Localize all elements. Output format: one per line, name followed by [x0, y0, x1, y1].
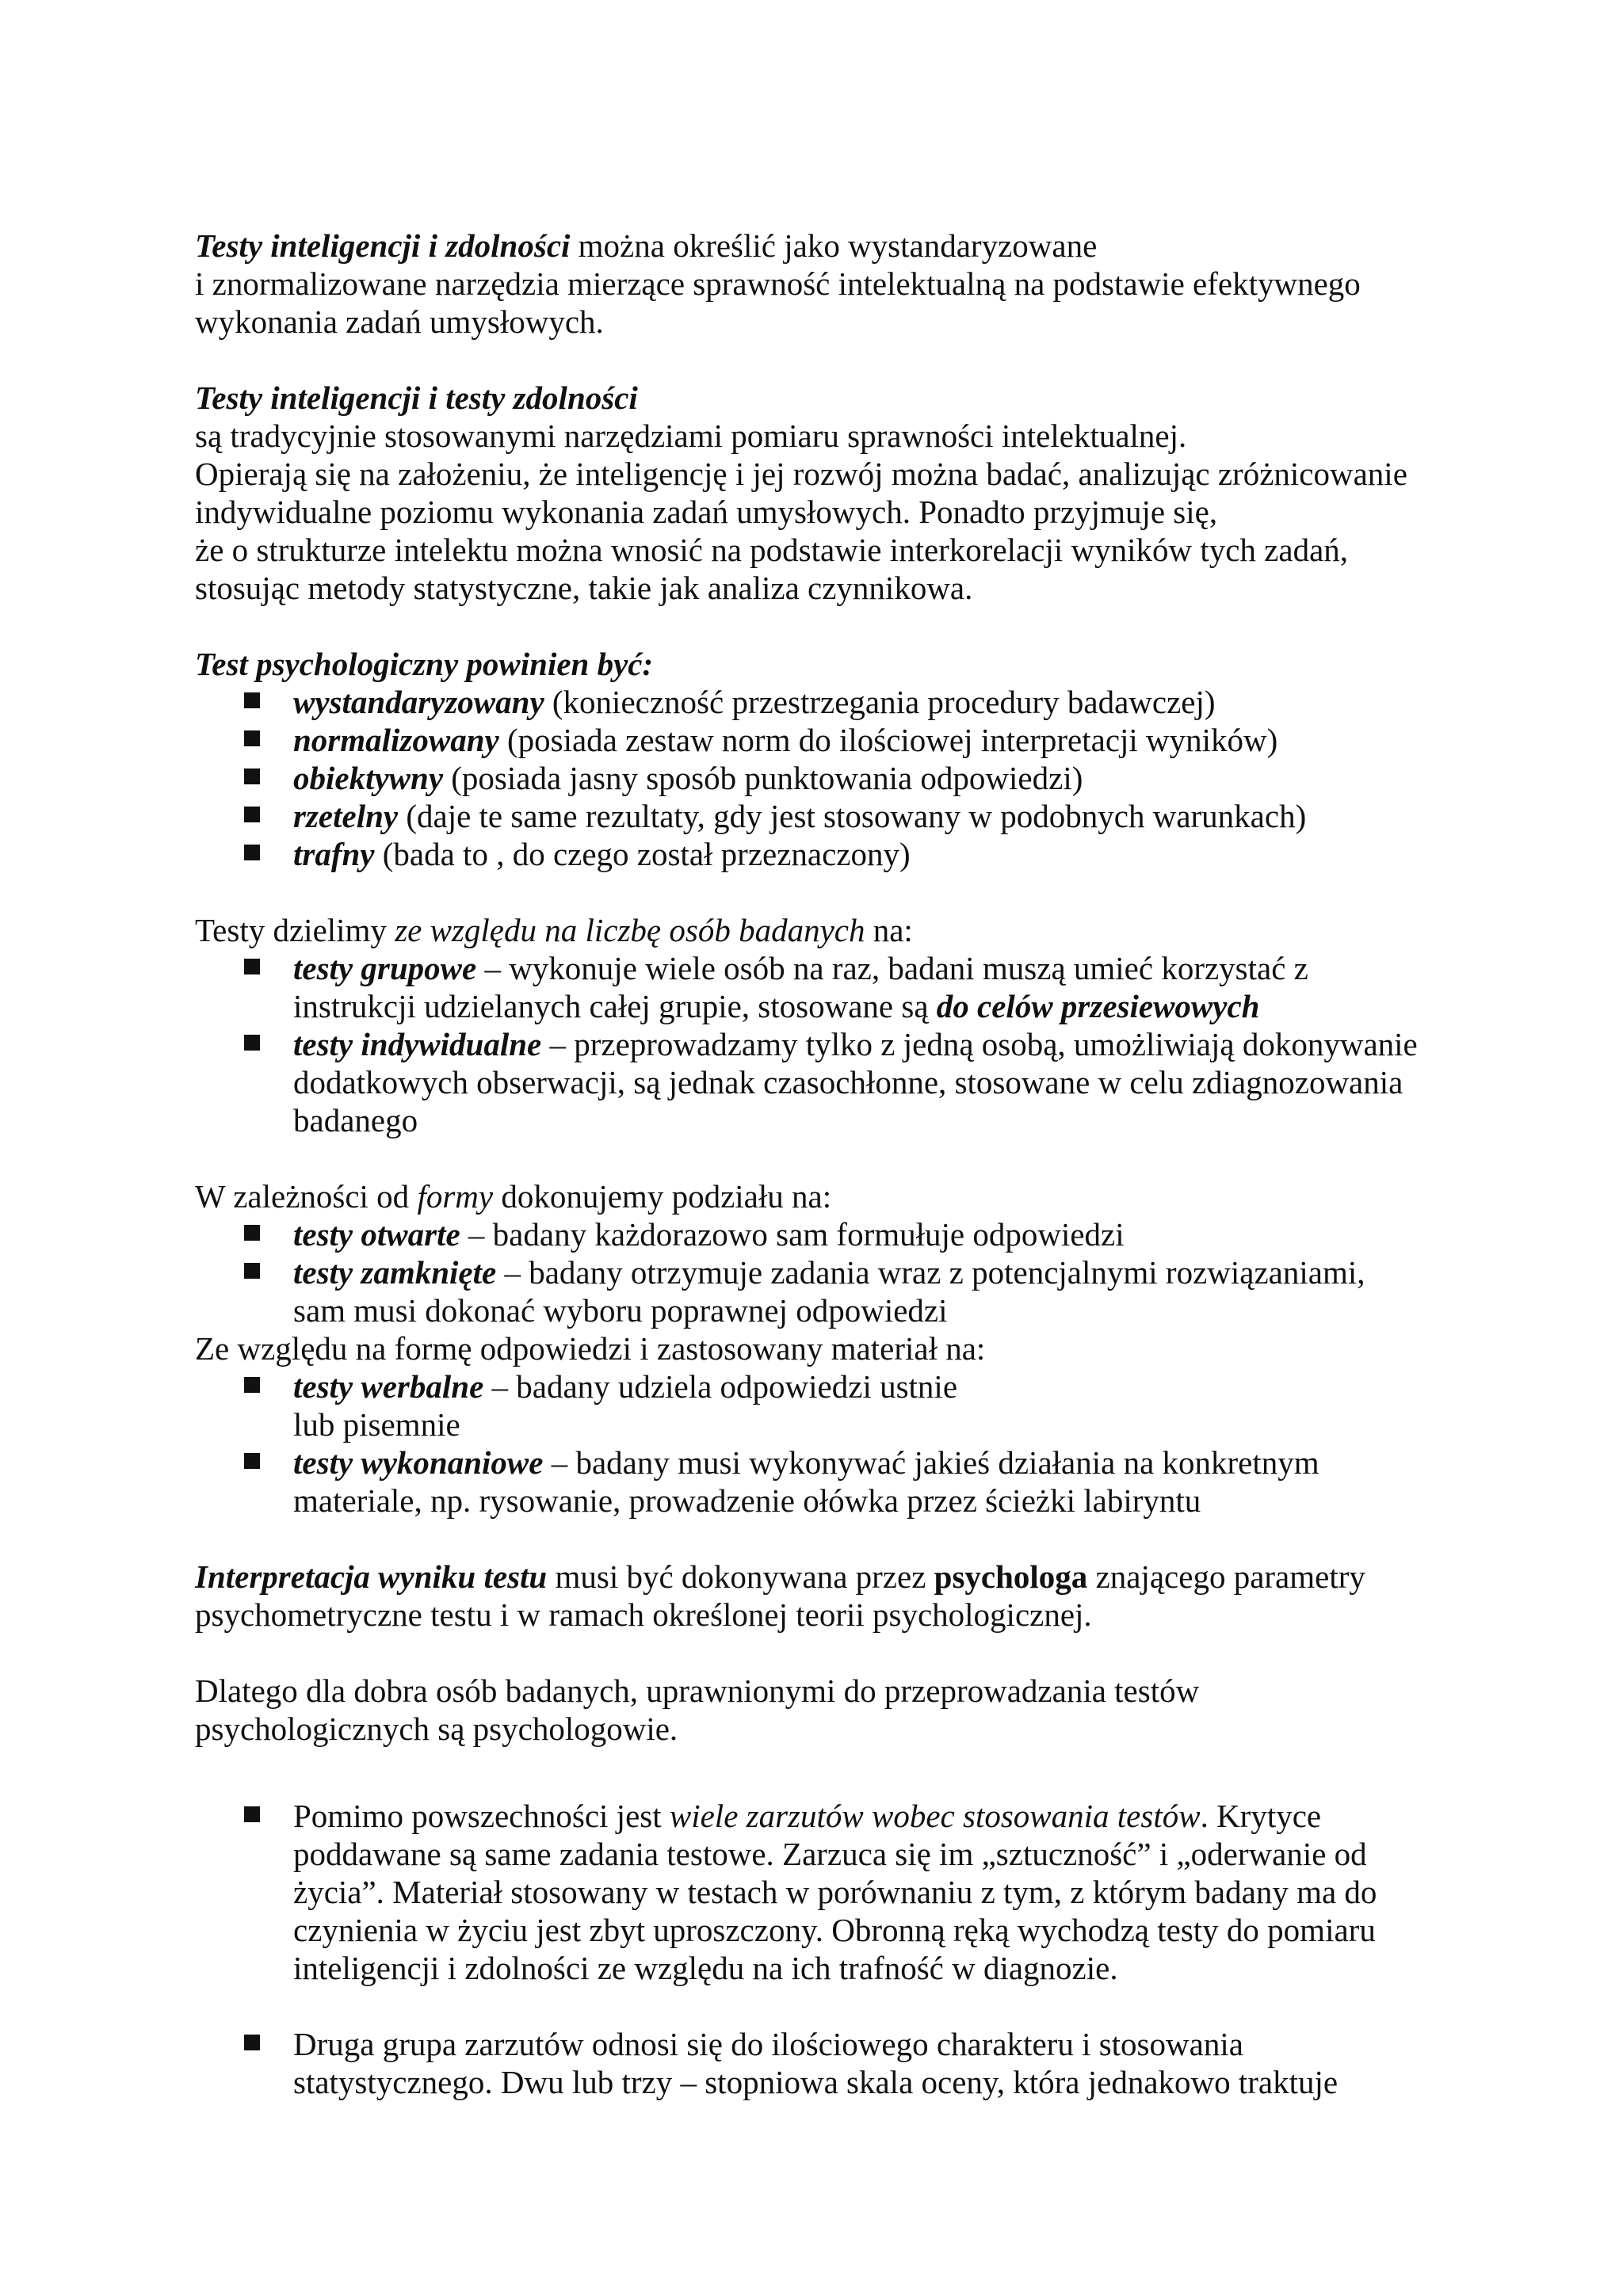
square-bullet-icon: [244, 1377, 260, 1393]
intro-line-1: można określić jako wystandaryzowane: [570, 227, 1098, 264]
spacer: [195, 341, 1447, 379]
intro-line-2: i znormalizowane narzędzia mierzące sprawność intelektualną na podstawie efektywnego: [195, 265, 1361, 302]
therefore-paragraph: Dlatego dla dobra osób badanych, uprawnionymi do przeprowadzania testów psychologicznych są psychologowie.: [195, 1672, 1200, 1747]
square-bullet-icon: [244, 730, 260, 746]
list-item: wystandaryzowany (konieczność przestrzegania procedury badawczej): [195, 683, 1447, 721]
square-bullet-icon: [244, 692, 260, 708]
square-bullet-icon: [244, 769, 260, 784]
square-bullet-icon: [244, 1225, 260, 1241]
intro-line-3: wykonania zadań umysłowych.: [195, 303, 604, 340]
square-bullet-icon: [244, 959, 260, 974]
document-page: [195, 227, 1447, 2101]
second-line-2: Opierają się na założeniu, że inteligencję i jej rozwój można badać, analizując zróżnicowanie: [195, 456, 1407, 492]
square-bullet-icon: [244, 1806, 260, 1822]
list-item: Druga grupa zarzutów odnosi się do ilościowego charakteru i stosowania statystycznego. Dwu lub trzy – stopniowa skala oceny, która jednakowo traktuje: [195, 2025, 1447, 2101]
list-item: testy otwarte – badany każdorazowo sam formułuje odpowiedzi: [195, 1215, 1447, 1253]
list-item: testy wykonaniowe – badany musi wykonywać jakieś działania na konkretnym materiale, np. rysowanie, prowadzenie ołówka przez ścieżki labiryntu: [195, 1444, 1447, 1520]
second-line-3: indywidualne poziomu wykonania zadań umysłowych. Ponadto przyjmuje się,: [195, 494, 1218, 530]
criticism-list: [195, 1797, 1447, 2101]
second-title: Testy inteligencji i testy zdolności: [195, 379, 638, 416]
spacer: [195, 1139, 1447, 1177]
second-paragraph: [195, 379, 1447, 607]
spacer: [195, 1786, 1447, 1797]
list-item: normalizowany (posiada zestaw norm do ilościowej interpretacji wyników): [195, 721, 1447, 759]
intro-title: Testy inteligencji i zdolności: [195, 227, 571, 264]
list-item: testy werbalne – badany udziela odpowiedzi ustnie lub pisemnie: [195, 1367, 1447, 1444]
spacer: [195, 1748, 1447, 1786]
second-line-4: że o strukturze intelektu można wnosić na podstawie interkorelacji wyników tych zadań,: [195, 532, 1349, 568]
spacer: [195, 1520, 1447, 1558]
test-should-section: [195, 645, 1447, 683]
list-item: testy zamknięte – badany otrzymuje zadania wraz z potencjalnymi rozwiązaniami, sam musi dokonać wyboru poprawnej odpowiedzi: [195, 1253, 1447, 1329]
square-bullet-icon: [244, 2035, 260, 2050]
square-bullet-icon: [244, 807, 260, 822]
list-item: rzetelny (daje te same rezultaty, gdy jest stosowany w podobnych warunkach): [195, 797, 1447, 835]
by-count-list: [195, 949, 1447, 1139]
test-should-title: Test psychologiczny powinien być:: [195, 646, 654, 682]
square-bullet-icon: [244, 1453, 260, 1469]
square-bullet-icon: [244, 845, 260, 860]
by-answer-list: [195, 1367, 1447, 1520]
by-form-section: W zależności od formy dokonujemy podziału na:: [195, 1178, 832, 1215]
intro-paragraph: [195, 227, 1447, 341]
by-count-section: Testy dzielimy ze względu na liczbę osób badanych na:: [195, 912, 913, 948]
by-answer-section: Ze względu na formę odpowiedzi i zastosowany materiał na:: [195, 1330, 986, 1367]
by-form-list: [195, 1215, 1447, 1329]
spacer: [195, 607, 1447, 645]
list-item: testy grupowe – wykonuje wiele osób na raz, badani muszą umieć korzystać z instrukcji udzielanych całej grupie, stosowane są do celów przesiewowych: [195, 949, 1447, 1025]
interpretation-paragraph: Interpretacja wyniku testu musi być dokonywana przez psychologa znającego parametry psychometryczne testu i w ramach określonej teorii psychologicznej.: [195, 1558, 1365, 1633]
second-line-5: stosując metody statystyczne, takie jak analiza czynnikowa.: [195, 570, 973, 606]
list-item: Pomimo powszechności jest wiele zarzutów wobec stosowania testów. Krytyce poddawane są same zadania testowe. Zarzuca się im „sztuczność” i „oderwanie od życia”. Materiał stosowany w testach w porównaniu z tym, z którym badany ma do czynienia w życiu jest zbyt uproszczony. Obronną ręką wychodzą testy do pomiaru inteligencji i zdolności ze względu na ich trafność w diagnozie.: [195, 1797, 1447, 1987]
list-item: testy indywidualne – przeprowadzamy tylko z jedną osobą, umożliwiają dokonywanie dodatkowych obserwacji, są jednak czasochłonne, stosowane w celu zdiagnozowania badanego: [195, 1025, 1447, 1139]
test-should-list: [195, 683, 1447, 873]
list-item: trafny (bada to , do czego został przeznaczony): [195, 835, 1447, 873]
spacer: [195, 1634, 1447, 1672]
square-bullet-icon: [244, 1035, 260, 1051]
second-line-1: są tradycyjnie stosowanymi narzędziami pomiaru sprawności intelektualnej.: [195, 418, 1187, 454]
list-item: obiektywny (posiada jasny sposób punktowania odpowiedzi): [195, 759, 1447, 797]
spacer: [195, 873, 1447, 911]
square-bullet-icon: [244, 1263, 260, 1279]
